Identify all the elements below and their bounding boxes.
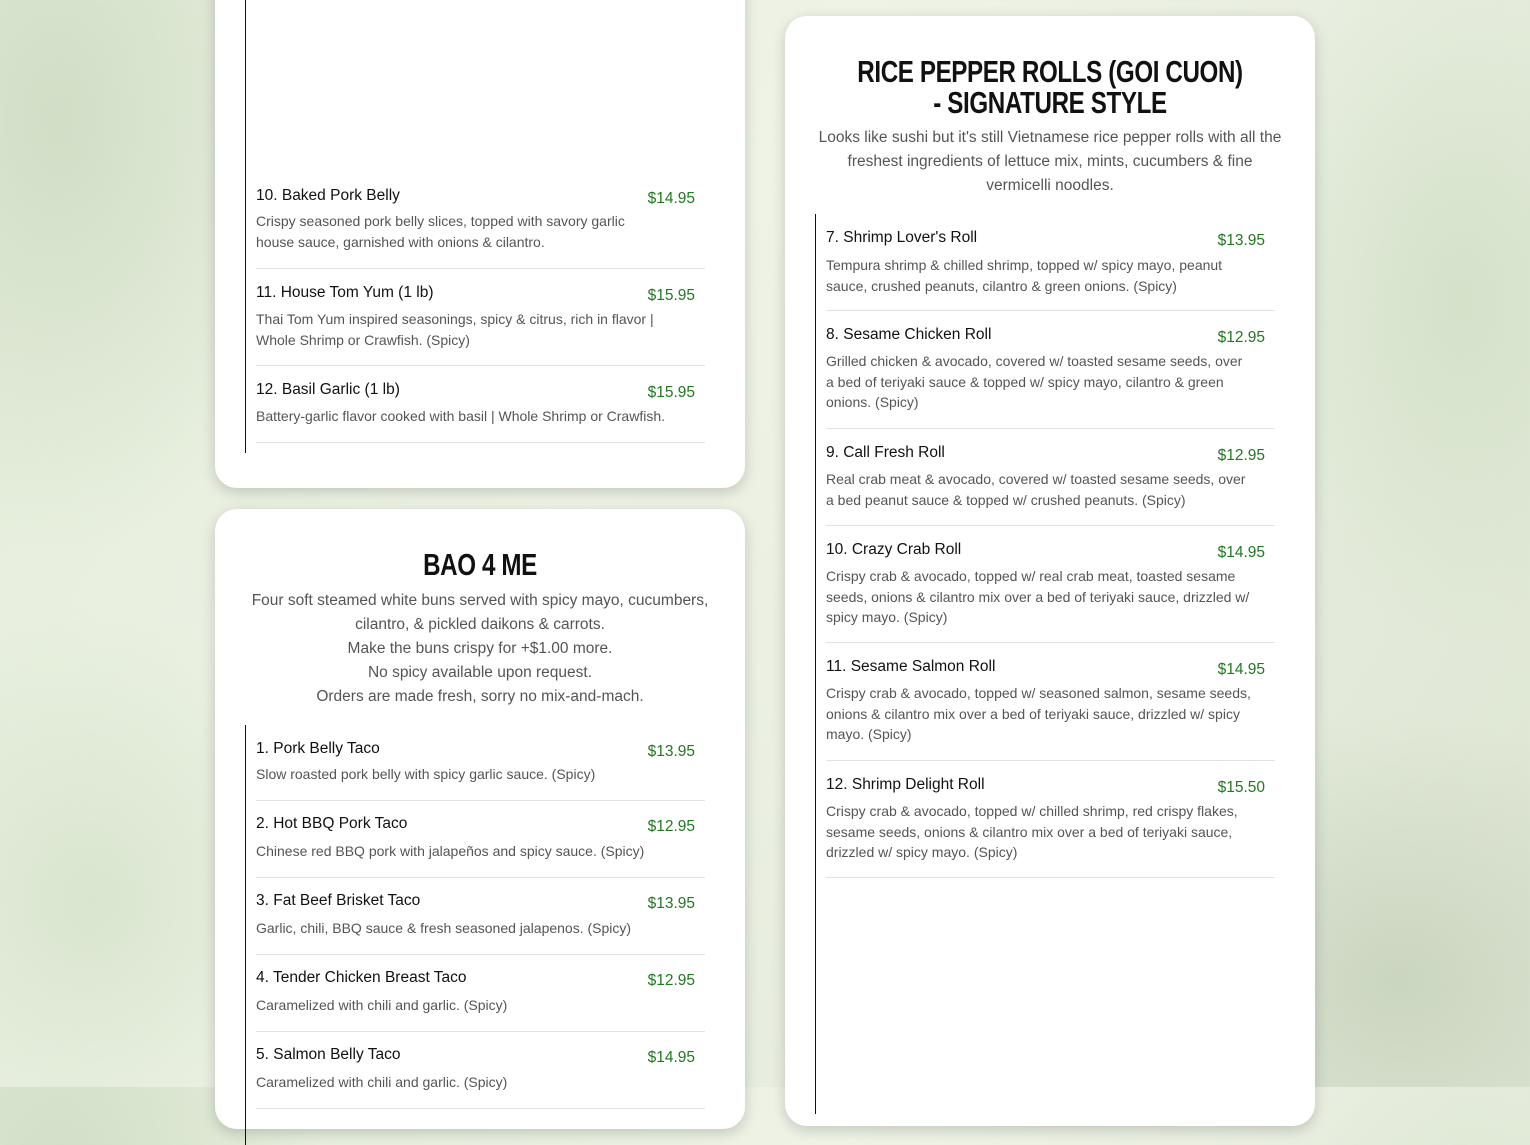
menu-item [256,800,705,878]
menu-item [256,1031,705,1109]
section-description-line: Four soft steamed white buns served with spicy mayo, cucumbers, [251,592,709,609]
menu-item [826,214,1275,311]
menu-item-name: 9. Call Fresh Roll [826,444,945,461]
menu-item [826,760,1275,878]
menu-item-name: 11. Sesame Salmon Roll [826,658,996,675]
menu-item-price: $14.95 [647,190,695,207]
menu-item-description: Tempura shrimp & chilled shrimp, topped w/ spicy mayo, peanut sauce, crushed peanuts, cilantro & green onions. (Spicy) [826,257,1223,294]
menu-item-name: 12. Basil Garlic (1 lb) [256,381,400,398]
section-description-line: Make the buns crispy for +$1.00 more. [347,640,613,657]
menu-item-name: 10. Crazy Crab Roll [826,541,962,558]
section-title: RICE PEPPER ROLLS (GOI CUON) - SIGNATURE STYLE [857,54,1243,120]
menu-item-name: 1. Pork Belly Taco [256,740,380,757]
section-description-line: No spicy available upon request. [367,664,593,681]
menu-item-list [245,725,705,1145]
menu-item-list [815,214,1275,1114]
menu-item-list [245,0,705,453]
menu-item-description: Garlic, chili, BBQ sauce & fresh seasoned jalapenos. (Spicy) [256,920,632,936]
menu-item [256,365,705,443]
menu-item-price: $15.50 [1217,779,1265,796]
menu-item [826,428,1275,526]
menu-item-price: $12.95 [647,818,695,835]
menu-item-name: 11. House Tom Yum (1 lb) [256,284,434,301]
menu-item-price: $13.95 [647,895,695,912]
menu-item-price: $13.95 [647,743,695,760]
menu-item-name: 2. Hot BBQ Pork Taco [256,815,408,832]
section-description-line: cilantro, & pickled daikons & carrots. [355,616,605,633]
menu-item-price: $15.95 [647,287,695,304]
menu-item-name: 4. Tender Chicken Breast Taco [256,969,467,986]
menu-item-description: Slow roasted pork belly with spicy garlic sauce. (Spicy) [256,766,596,782]
menu-item-description: Crispy crab & avocado, topped w/ real crab meat, toasted sesame seeds, onions & cilantro mix over a bed of teriyaki sauce, drizzled w/ spicy mayo. (Spicy) [826,568,1250,625]
menu-item-description: Battery-garlic flavor cooked with basil | Whole Shrimp or Crawfish. [256,408,666,424]
menu-item-price: $12.95 [1217,447,1265,464]
menu-item-name: 3. Fat Beef Brisket Taco [256,892,421,909]
menu-item-price: $13.95 [1217,232,1265,249]
menu-item-name: 8. Sesame Chicken Roll [826,326,992,343]
menu-section-card-top [215,0,745,488]
menu-item-description: Caramelized with chili and garlic. (Spicy) [256,997,508,1013]
menu-item-description: Crispy seasoned pork belly slices, topped with savory garlic house sauce, garnished with onions & cilantro. [256,213,625,250]
menu-item [256,176,705,269]
menu-item-name: 7. Shrimp Lover's Roll [826,229,978,246]
menu-section-card-rolls [785,16,1315,1126]
menu-item-price: $12.95 [647,972,695,989]
menu-item [256,877,705,955]
section-description: Looks like sushi but it's still Vietnamese rice pepper rolls with all the freshest ingredients of lettuce mix, mints, cucumbers & fine vermicelli noodles. [818,129,1282,194]
menu-item-price: $15.95 [647,384,695,401]
menu-item-name: 12. Shrimp Delight Roll [826,776,985,793]
menu-item-description: Real crab meat & avocado, covered w/ toasted sesame seeds, over a bed peanut sauce & topped w/ crushed peanuts. (Spicy) [826,471,1246,508]
menu-item-price: $14.95 [647,1049,695,1066]
menu-item-description: Crispy crab & avocado, topped w/ chilled shrimp, red crispy flakes, sesame seeds, onions & cilantro mix over a bed of teriyaki sauce, drizzled w/ spicy mayo. (Spicy) [826,803,1238,860]
section-description-line: Orders are made fresh, sorry no mix-and-mach. [316,688,644,705]
menu-item-name: 10. Baked Pork Belly [256,187,400,204]
menu-item-description: Chinese red BBQ pork with jalapeños and spicy sauce. (Spicy) [256,843,645,859]
menu-item-description: Grilled chicken & avocado, covered w/ toasted sesame seeds, over a bed of teriyaki sauce & topped w/ spicy mayo, cilantro & green onions. (Spicy) [826,353,1243,410]
menu-item [256,954,705,1032]
menu-section-card-bao [215,509,745,1129]
menu-item [256,725,705,801]
section-description [245,589,715,709]
menu-item-price: $12.95 [1217,329,1265,346]
menu-item-name: 5. Salmon Belly Taco [256,1046,401,1063]
menu-item [826,310,1275,429]
menu-item-price: $14.95 [1217,544,1265,561]
menu-item-price: $14.95 [1217,661,1265,678]
menu-item [826,642,1275,761]
menu-item-description: Caramelized with chili and garlic. (Spicy) [256,1074,508,1090]
section-title: BAO 4 ME [423,547,537,582]
menu-item-description: Thai Tom Yum inspired seasonings, spicy & citrus, rich in flavor | Whole Shrimp or Crawfish. (Spicy) [256,311,654,348]
menu-item-description: Crispy crab & avocado, topped w/ seasoned salmon, sesame seeds, onions & cilantro mix over a bed of teriyaki sauce, drizzled w/ spicy mayo. (Spicy) [826,685,1251,742]
menu-item [826,525,1275,643]
menu-item [256,268,705,366]
